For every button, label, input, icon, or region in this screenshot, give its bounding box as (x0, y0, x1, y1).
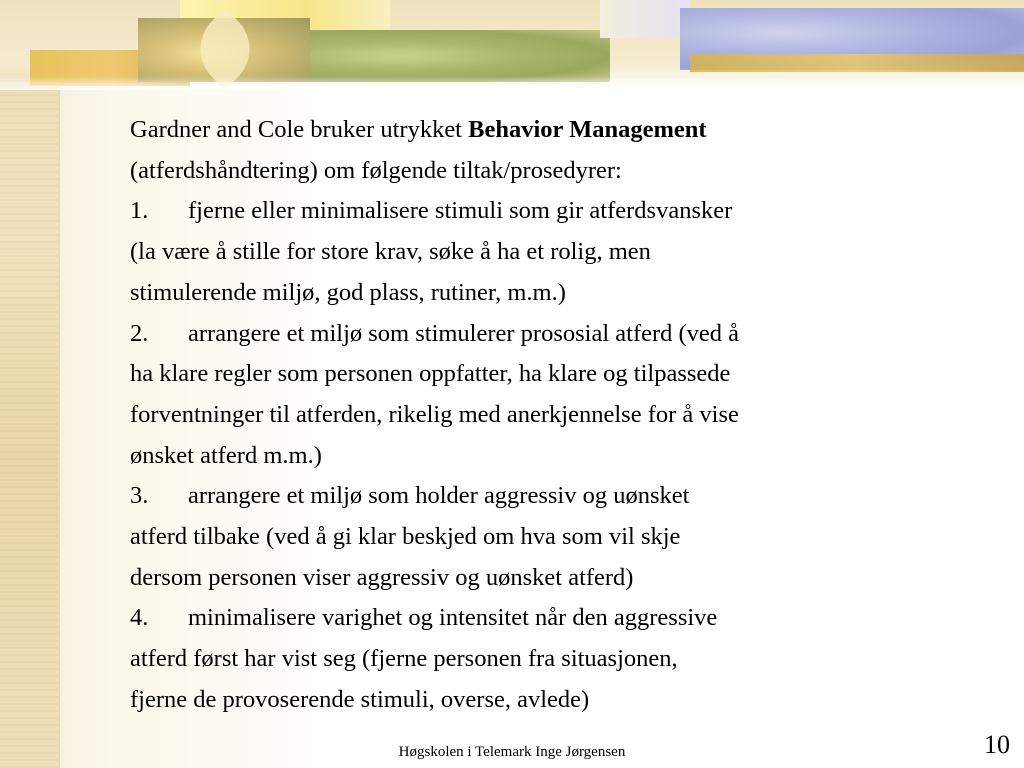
list-item-first-line: fjerne eller minimalisere stimuli som gir atferdsvansker (188, 197, 733, 225)
list-item-2-line: forventninger til atferden, rikelig med anerkjennelse for å vise (130, 400, 739, 428)
list-item-2 (130, 314, 990, 355)
list-item-4-line: atferd først har vist seg (fjerne personen fra situasjonen, (130, 645, 678, 673)
list-item-3 (130, 476, 990, 517)
list-item-2-line: ha klare regler som personen oppfatter, ha klare og tilpassede (130, 360, 731, 388)
list-item-2-line: ønsket atferd m.m.) (130, 441, 322, 469)
list-item-first-line: arrangere et miljø som holder aggressiv og uønsket (188, 482, 690, 510)
strip-divider (58, 0, 60, 768)
banner-tile-lilac (600, 0, 690, 38)
list-item-4 (130, 598, 990, 639)
banner-tile-green (310, 30, 610, 82)
list-item-1-line: stimulerende miljø, god plass, rutiner, m.m.) (130, 278, 566, 306)
decorative-banner (0, 0, 1024, 90)
list-item-1 (130, 191, 990, 232)
list-item-3-line: dersom personen viser aggressiv og uønsket atferd) (130, 563, 634, 591)
list-item-first-line: minimalisere varighet og intensitet når den aggressive (188, 604, 718, 632)
list-item-first-line: arrangere et miljø som stimulerer prososial atferd (ved å (188, 319, 740, 347)
list-item-1-line: (la være å stille for store krav, søke å ha et rolig, men (130, 238, 651, 266)
slide-body (130, 110, 990, 721)
list-item-3-line: atferd tilbake (ved å gi klar beskjed om hva som vil skje (130, 523, 681, 551)
page-number: 10 (984, 730, 1010, 759)
intro-text: Gardner and Cole bruker utrykket (130, 116, 469, 143)
list-number: 1. (130, 197, 149, 225)
banner-tile-gold-stripe (690, 54, 1024, 72)
list-number: 3. (130, 482, 149, 510)
parchment-strip (0, 0, 58, 768)
intro-bold-term: Behavior Management (468, 116, 707, 143)
intro-line-1 (130, 110, 990, 151)
banner-fade (0, 76, 1024, 90)
list-item-4-line: fjerne de provoserende stimuli, overse, avlede) (130, 685, 590, 713)
slide-footer: Høgskolen i Telemark Inge Jørgensen (398, 744, 626, 760)
list-number: 2. (130, 319, 149, 347)
intro-line-2: (atferdshåndtering) om følgende tiltak/prosedyrer: (130, 156, 622, 184)
list-number: 4. (130, 604, 149, 632)
